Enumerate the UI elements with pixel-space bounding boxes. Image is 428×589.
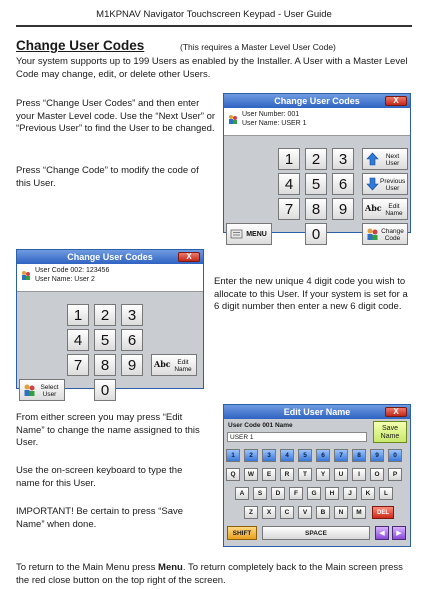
- close-button[interactable]: X: [178, 252, 200, 262]
- abc-icon: Abc: [365, 203, 382, 213]
- kb-key-2[interactable]: 2: [244, 449, 258, 462]
- user-code-label: User Code 002: 123456: [35, 267, 110, 274]
- edit-name-button[interactable]: [362, 198, 408, 220]
- page-title: Change User Codes: [16, 38, 145, 53]
- key-6[interactable]: 6: [332, 173, 354, 195]
- kb-key-1[interactable]: 1: [226, 449, 240, 462]
- kb-key-e[interactable]: E: [262, 468, 276, 481]
- key-5[interactable]: 5: [305, 173, 327, 195]
- kb-key-m[interactable]: M: [352, 506, 366, 519]
- instruction-paragraph-6: IMPORTANT! Be certain to press “Save Name” when done.: [16, 506, 184, 530]
- kb-key-i[interactable]: I: [352, 468, 366, 481]
- dialog-title: Change User Codes: [274, 96, 360, 106]
- select-user-label: Select User: [40, 384, 59, 398]
- dialog-title-bar: [224, 94, 410, 108]
- save-name-button[interactable]: Save Name: [373, 421, 407, 443]
- menu-button[interactable]: [226, 223, 272, 245]
- edit-name-label: Edit Name: [174, 359, 192, 373]
- users-icon: [228, 114, 238, 124]
- user-name-label: User Name: User 2: [35, 276, 95, 283]
- kb-key-l[interactable]: L: [379, 487, 393, 500]
- header-rule: [16, 25, 412, 27]
- key-0[interactable]: 0: [305, 223, 327, 245]
- menu-label: MENU: [246, 231, 267, 238]
- screen-change-user-codes-2: [16, 249, 204, 399]
- arrow-right-icon: ▶: [396, 530, 402, 537]
- kb-key-s[interactable]: S: [253, 487, 267, 500]
- kb-key-3[interactable]: 3: [262, 449, 276, 462]
- users-icon: [21, 270, 31, 280]
- arrow-left-icon: ◀: [379, 530, 385, 537]
- kb-key-t[interactable]: T: [298, 468, 312, 481]
- instruction-paragraph-7: [16, 562, 416, 587]
- key-4[interactable]: 4: [278, 173, 300, 195]
- delete-key[interactable]: DEL: [372, 506, 394, 519]
- kb-key-4[interactable]: 4: [280, 449, 294, 462]
- kb-key-x[interactable]: X: [262, 506, 276, 519]
- kb-key-u[interactable]: U: [334, 468, 348, 481]
- change-code-label: Change Code: [381, 228, 404, 242]
- instruction-paragraph-2: Press “Change Code” to modify the code of this User.: [16, 165, 199, 189]
- kb-key-5[interactable]: 5: [298, 449, 312, 462]
- dialog-title-bar: [17, 250, 203, 264]
- key-9[interactable]: 9: [121, 354, 143, 376]
- kb-key-y[interactable]: Y: [316, 468, 330, 481]
- close-button[interactable]: X: [385, 407, 407, 417]
- kb-key-v[interactable]: V: [298, 506, 312, 519]
- kb-key-c[interactable]: C: [280, 506, 294, 519]
- space-key[interactable]: SPACE: [262, 526, 370, 540]
- kb-key-r[interactable]: R: [280, 468, 294, 481]
- instruction-paragraph-1: Press “Change User Codes” and then enter your Master Level code. Use the “Next User” or “Previous User” to find the User to be changed.: [16, 98, 216, 134]
- abc-icon: Abc: [154, 359, 171, 369]
- kb-key-n[interactable]: N: [334, 506, 348, 519]
- instruction-paragraph-3: Enter the new unique 4 digit code you wish to allocate to this User. If your system is set for a 6 digit number then enter a new 6 digit code.: [214, 276, 408, 312]
- p7-text-a: To return to the Main Menu press: [16, 562, 159, 573]
- key-0[interactable]: 0: [94, 379, 116, 401]
- screen-edit-user-name: [223, 404, 411, 547]
- user-number-label: User Number: 001: [242, 111, 300, 118]
- title-note: (This requires a Master Level User Code): [180, 42, 336, 52]
- user-info-panel: [224, 108, 410, 136]
- select-user-button[interactable]: [19, 379, 65, 401]
- previous-user-label: Previous User: [380, 178, 406, 192]
- kb-key-z[interactable]: Z: [244, 506, 258, 519]
- dialog-title-bar: [224, 405, 410, 419]
- kb-key-j[interactable]: J: [343, 487, 357, 500]
- key-3[interactable]: 3: [121, 304, 143, 326]
- kb-key-8[interactable]: 8: [352, 449, 366, 462]
- close-button[interactable]: X: [385, 96, 407, 106]
- screen-change-user-codes-1: [223, 93, 411, 243]
- p7-menu-word: Menu: [158, 562, 183, 573]
- kb-key-7[interactable]: 7: [334, 449, 348, 462]
- kb-key-o[interactable]: O: [370, 468, 384, 481]
- key-7[interactable]: 7: [278, 198, 300, 220]
- users-icon: [23, 383, 36, 397]
- edit-name-button[interactable]: [151, 354, 197, 376]
- key-9[interactable]: 9: [332, 198, 354, 220]
- kb-key-q[interactable]: Q: [226, 468, 240, 481]
- kb-key-9[interactable]: 9: [370, 449, 384, 462]
- kb-key-0[interactable]: 0: [388, 449, 402, 462]
- arrow-down-icon: [366, 177, 379, 191]
- previous-user-button[interactable]: [362, 173, 408, 195]
- kb-key-g[interactable]: G: [307, 487, 321, 500]
- arrow-up-icon: [366, 152, 379, 166]
- key-1[interactable]: 1: [278, 148, 300, 170]
- key-8[interactable]: 8: [305, 198, 327, 220]
- edit-name-label: Edit Name: [385, 203, 403, 217]
- name-field-label: User Code 001 Name: [228, 422, 293, 429]
- arrow-right-key[interactable]: [392, 526, 406, 540]
- key-4[interactable]: 4: [67, 329, 89, 351]
- kb-key-d[interactable]: D: [271, 487, 285, 500]
- kb-key-b[interactable]: B: [316, 506, 330, 519]
- p7-text-c: . To return completely back to the Main screen press the red close button on the top right of the screen.: [16, 562, 403, 586]
- kb-key-w[interactable]: W: [244, 468, 258, 481]
- keyboard-area: [224, 419, 410, 547]
- page-header: M1KPNAV Navigator Touchscreen Keypad - User Guide: [96, 9, 332, 20]
- user-info-panel: [17, 264, 203, 292]
- key-2[interactable]: 2: [305, 148, 327, 170]
- kb-key-h[interactable]: H: [325, 487, 339, 500]
- instruction-paragraph-4: From either screen you may press “Edit Name” to change the name assigned to this User.: [16, 412, 200, 448]
- menu-icon: [230, 227, 243, 241]
- key-2[interactable]: 2: [94, 304, 116, 326]
- kb-key-f[interactable]: F: [289, 487, 303, 500]
- key-3[interactable]: 3: [332, 148, 354, 170]
- key-5[interactable]: 5: [94, 329, 116, 351]
- dialog-title: Edit User Name: [283, 407, 351, 417]
- key-7[interactable]: 7: [67, 354, 89, 376]
- kb-key-k[interactable]: K: [361, 487, 375, 500]
- instruction-paragraph-5: Use the on-screen keyboard to type the name for this User.: [16, 465, 183, 489]
- users-icon: [366, 227, 379, 241]
- name-input[interactable]: USER 1: [227, 432, 367, 442]
- intro-paragraph: Your system supports up to 199 Users as enabled by the Installer. A User with a Master Level Code may change, edit, or delete other Users.: [16, 56, 408, 80]
- key-1[interactable]: 1: [67, 304, 89, 326]
- next-user-button[interactable]: [362, 148, 408, 170]
- arrow-left-key[interactable]: [375, 526, 389, 540]
- key-6[interactable]: 6: [121, 329, 143, 351]
- next-user-label: Next User: [385, 153, 400, 167]
- shift-key[interactable]: SHIFT: [227, 526, 257, 540]
- user-name-label: User Name: USER 1: [242, 120, 307, 127]
- kb-key-a[interactable]: A: [235, 487, 249, 500]
- change-code-button[interactable]: [362, 223, 408, 245]
- kb-key-p[interactable]: P: [388, 468, 402, 481]
- key-8[interactable]: 8: [94, 354, 116, 376]
- kb-key-6[interactable]: 6: [316, 449, 330, 462]
- dialog-title: Change User Codes: [67, 252, 153, 262]
